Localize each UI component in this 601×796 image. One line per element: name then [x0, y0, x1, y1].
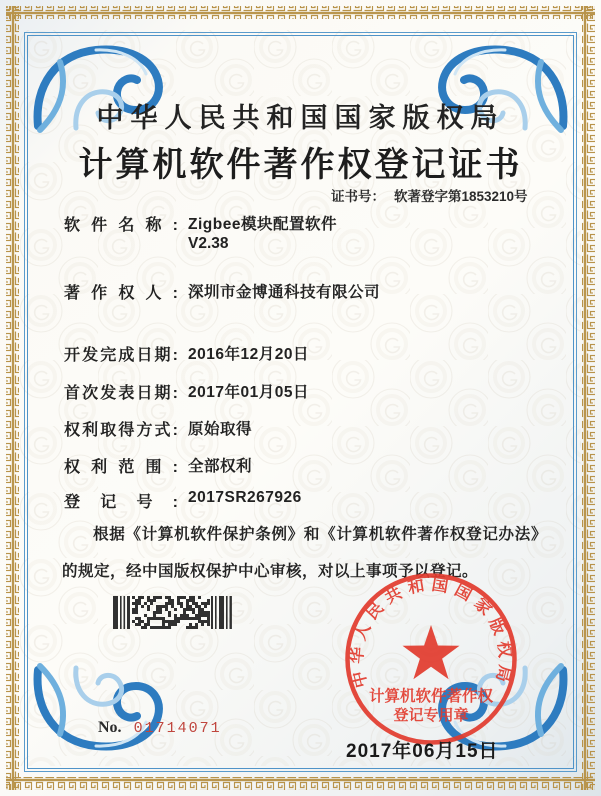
software-version: V2.38: [188, 235, 229, 252]
field-label: 登记号:: [64, 494, 178, 511]
field-registration-number: [64, 489, 302, 512]
seal-ring-text: 中华人民共和国国家版权局: [346, 574, 516, 690]
field-label: 开发完成日期:: [64, 347, 178, 364]
field-copyright-owner: [64, 280, 380, 303]
serial-number-value: 01714071: [133, 720, 222, 737]
field-value: 深圳市金博通科技有限公司: [188, 284, 381, 301]
barcode: [113, 596, 235, 629]
certificate-number-label: 证书号：: [331, 189, 385, 204]
official-seal: [342, 570, 520, 748]
authority-title: 中华人民共和国国家版权局: [96, 103, 505, 133]
field-value: 2017年01月05日: [188, 384, 309, 401]
field-software-name: [64, 212, 337, 235]
field-first-publication-date: [64, 380, 309, 403]
field-right-acquisition: [64, 417, 252, 440]
certificate-number-value: 软著登字第1853210号: [394, 189, 528, 204]
field-label: 著作权人:: [64, 285, 178, 302]
field-label: 权利范围:: [64, 459, 178, 476]
registration-statement: 根据《计算机软件保护条例》和《计算机软件著作权登记办法》的规定，经中国版权保护中心审核，对以上事项予以登记。: [62, 526, 547, 580]
field-value: 全部权利: [188, 458, 253, 475]
serial-number-line: [98, 719, 222, 737]
field-dev-completion-date: [64, 342, 309, 365]
certificate-number-line: [331, 185, 528, 205]
field-label: 首次发表日期:: [64, 385, 178, 402]
seal-org-text: 计算机软件著作权: [368, 688, 494, 705]
seal-star-icon: [403, 625, 460, 679]
field-label: 权利取得方式:: [64, 422, 178, 439]
field-value: 2017SR267926: [188, 489, 302, 506]
issue-date: 2017年06月15日: [346, 741, 499, 762]
field-value: Zigbee模块配置软件: [188, 216, 337, 233]
serial-number-label: No.: [98, 719, 122, 736]
field-value: 原始取得: [188, 421, 253, 438]
seal-type-text: 登记专用章: [393, 707, 469, 724]
field-value: 2016年12月20日: [188, 346, 309, 363]
field-right-scope: [64, 454, 252, 477]
field-label: 软件名称:: [64, 217, 178, 234]
certificate-title: 计算机软件著作权登记证书: [78, 147, 523, 184]
